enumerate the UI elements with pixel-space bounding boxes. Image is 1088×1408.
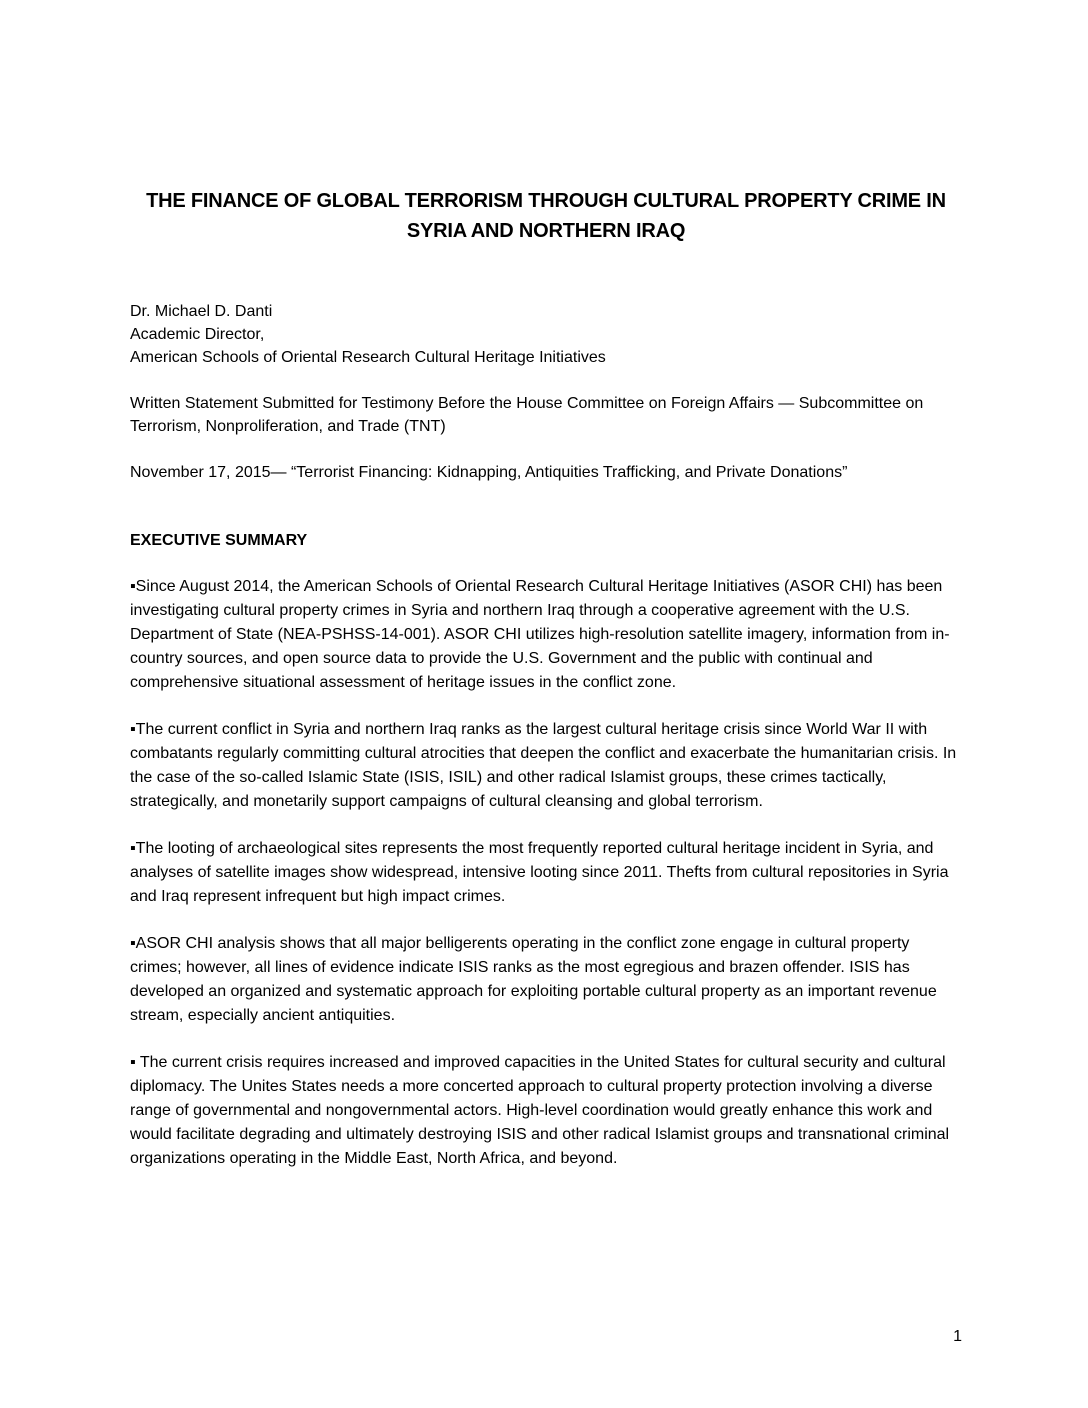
page-content — [130, 186, 962, 1194]
summary-item-1: ▪Since August 2014, the American Schools of Oriental Research Cultural Heritage Initiatives (ASOR CHI) has been investigating cultural property crimes in Syria and northern Iraq through a cooperative agreement with the U.S. Department of State (NEA-PSHSS-14-001). ASOR CHI utilizes high-resolution satellite imagery, information from in-country sources, and open source data to provide the U.S. Government and the public with continual and comprehensive situational assessment of heritage issues in the conflict zone. — [130, 578, 950, 691]
summary-item-5: ▪ The current crisis requires increased and improved capacities in the United States for cultural security and cultural diplomacy. The Unites States needs a more concerted approach to cultural property protection involving a diverse range of governmental and nongovernmental actors. High-level coordination would greatly enhance this work and would facilitate degrading and ultimately destroying ISIS and other radical Islamist groups and transnational criminal organizations operating in the Middle East, North Africa, and beyond. — [130, 1054, 950, 1167]
executive-summary-heading: EXECUTIVE SUMMARY — [130, 532, 308, 549]
author-position: Academic Director, — [130, 326, 265, 343]
statement-text: Written Statement Submitted for Testimony Before the House Committee on Foreign Affairs — Subcommittee on Terrorism, Nonproliferation, and Trade (TNT) — [130, 395, 924, 435]
author-block — [130, 300, 962, 369]
author-name: Dr. Michael D. Danti — [130, 303, 273, 320]
summary-item-4: ▪ASOR CHI analysis shows that all major belligerents operating in the conflict zone engage in cultural property crimes; however, all lines of evidence indicate ISIS ranks as the most egregious and brazen offender. ISIS has developed an organized and systematic approach for exploiting portable cultural property as an important revenue stream, especially ancient antiquities. — [130, 935, 937, 1024]
summary-item-2: ▪The current conflict in Syria and northern Iraq ranks as the largest cultural heritage crisis since World War II with combatants regularly committing cultural atrocities that deepen the conflict and exacerbate the humanitarian crisis. In the case of the so-called Islamic State (ISIS, ISIL) and other radical Islamist groups, these crimes tactically, strategically, and monetarily support campaigns of cultural cleansing and global terrorism. — [130, 721, 957, 810]
hearing-line: November 17, 2015— “Terrorist Financing: Kidnapping, Antiquities Trafficking, and Private Donations” — [130, 464, 848, 481]
summary-item-3: ▪The looting of archaeological sites represents the most frequently reported cultural heritage incident in Syria, and analyses of satellite images show widespread, intensive looting since 2011. Thefts from cultural repositories in Syria and Iraq represent infrequent but high impact crimes. — [130, 840, 949, 905]
document-title: THE FINANCE OF GLOBAL TERRORISM THROUGH CULTURAL PROPERTY CRIME IN SYRIA AND NORTHERN IRAQ — [146, 190, 946, 242]
page-number: 1 — [953, 1328, 962, 1345]
author-organization: American Schools of Oriental Research Cultural Heritage Initiatives — [130, 349, 606, 366]
executive-summary-list — [130, 575, 962, 1171]
